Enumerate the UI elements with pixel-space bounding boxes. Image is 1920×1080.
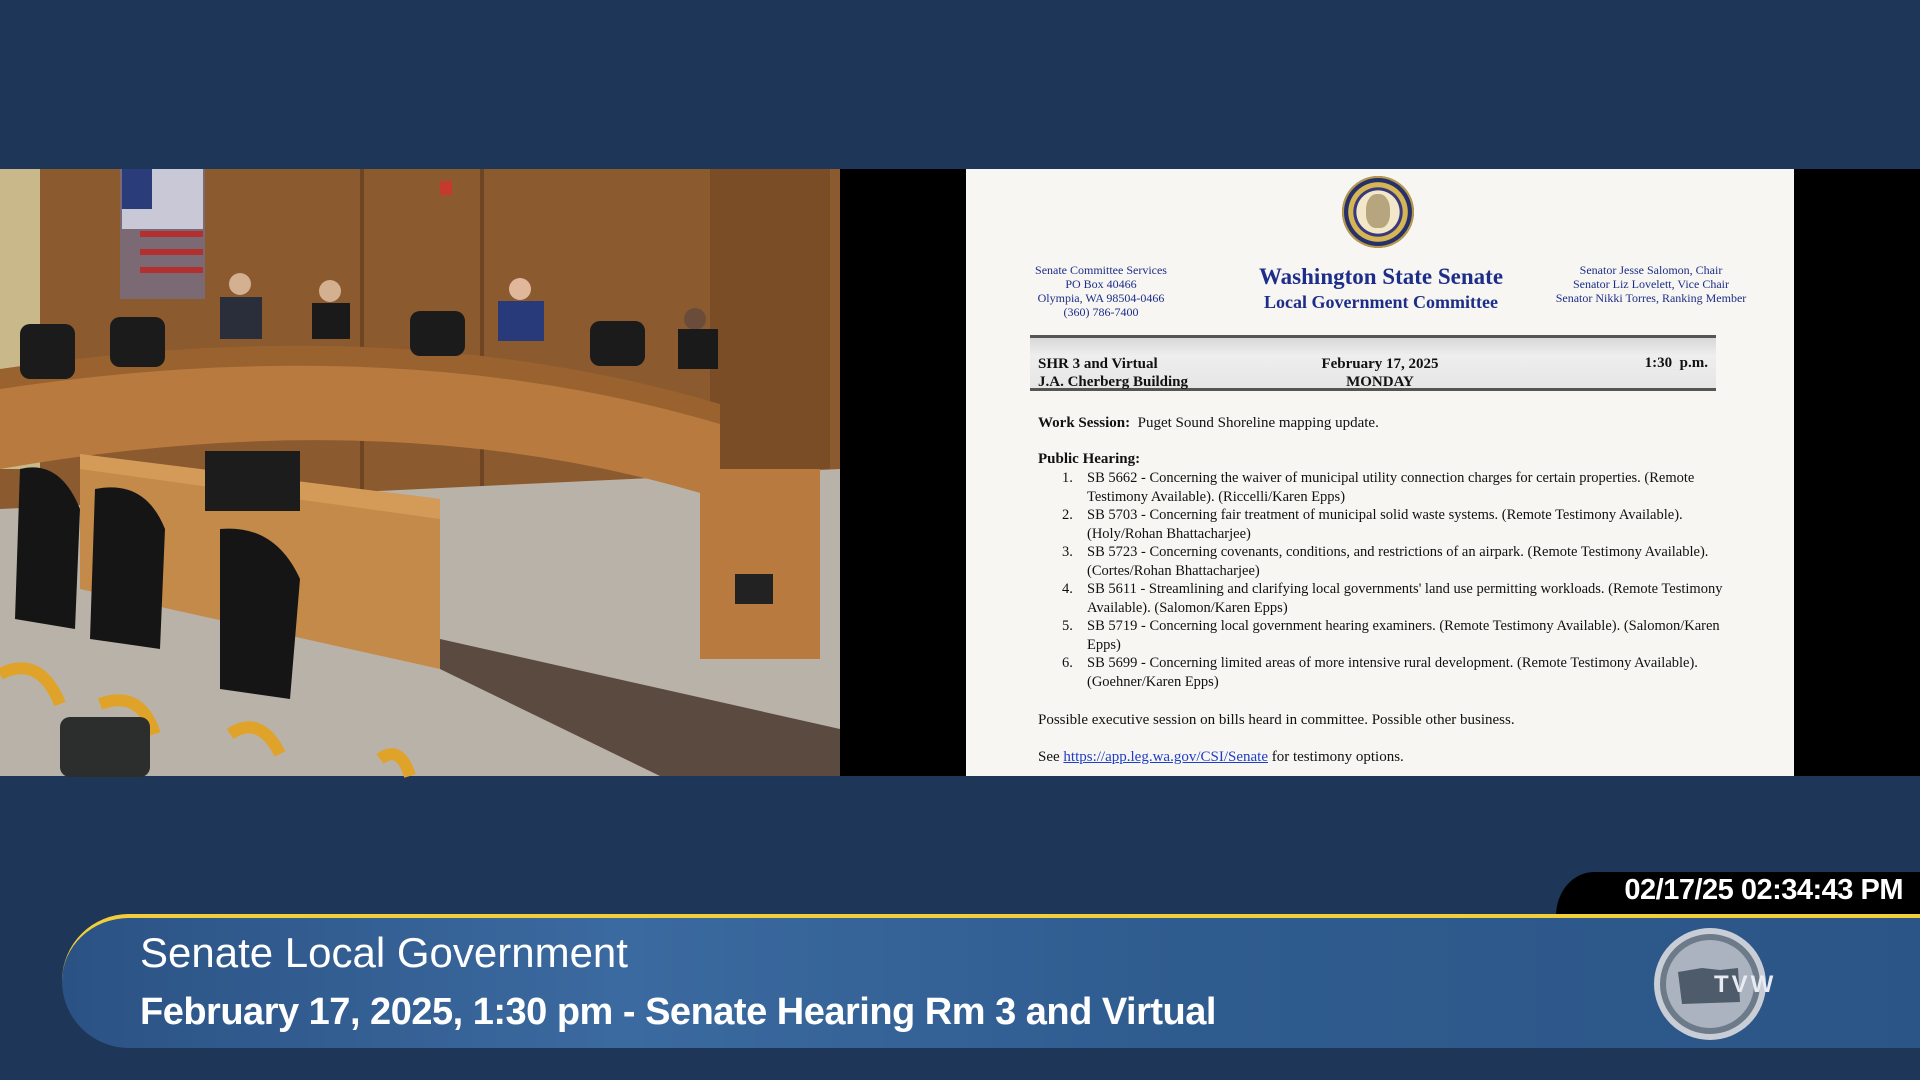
see-prefix: See <box>1038 749 1064 765</box>
bill-number: 3. <box>1062 544 1073 560</box>
camera-feed <box>0 169 840 776</box>
meeting-date <box>1280 355 1480 391</box>
bill-number: 4. <box>1062 581 1073 597</box>
location-line: J.A. Cherberg Building <box>1038 374 1189 390</box>
executive-note: Possible executive session on bills heard in committee. Possible other business. <box>1038 712 1515 728</box>
senate-title: Washington State Senate <box>1258 264 1504 289</box>
day-line: MONDAY <box>1346 374 1414 390</box>
contact-line: Olympia, WA 98504-0466 <box>1037 291 1165 305</box>
contact-block <box>1026 263 1176 319</box>
hearing-room-scene <box>0 169 840 776</box>
contact-line: PO Box 40466 <box>1065 277 1137 291</box>
see-suffix: for testimony options. <box>1267 749 1404 765</box>
bill-text: SB 5611 - Streamlining and clarifying local governments' land use permitting workloads. (Remote Testimony Available). (Salomon/Karen Epps) <box>1087 581 1723 616</box>
public-hearing-label: Public Hearing: <box>1038 451 1141 467</box>
bill-text: SB 5699 - Concerning limited areas of more intensive rural development. (Remote Testimony Available). (Goehner/Karen Epps) <box>1087 655 1698 690</box>
contact-line: Senate Committee Services <box>1035 263 1167 277</box>
bill-number: 2. <box>1062 507 1073 523</box>
bill-list <box>1038 469 1738 691</box>
member-line: Senator Liz Lovelett, Vice Chair <box>1572 277 1729 291</box>
meeting-info-bar <box>1030 335 1716 391</box>
meeting-location <box>1038 355 1188 391</box>
bill-text: SB 5723 - Concerning covenants, conditions, and restrictions of an airpark. (Remote Testimony Available). (Cortes/Rohan Bhattacharjee) <box>1087 544 1709 579</box>
location-line: SHR 3 and Virtual <box>1038 356 1158 372</box>
testimony-note <box>1038 749 1404 766</box>
work-session <box>1038 415 1379 432</box>
list-item <box>1038 654 1738 691</box>
work-session-text: Puget Sound Shoreline mapping update. <box>1137 415 1379 431</box>
testimony-link[interactable]: https://app.leg.wa.gov/CSI/Senate <box>1063 749 1268 765</box>
date-line: February 17, 2025 <box>1321 356 1439 372</box>
members-block <box>1542 263 1760 305</box>
list-item <box>1038 617 1738 654</box>
tvw-logo <box>1650 924 1777 1044</box>
state-seal-logo <box>1342 176 1414 248</box>
committee-title: Local Government Committee <box>1264 292 1498 312</box>
contact-line: (360) 786-7400 <box>1063 305 1139 319</box>
work-session-label: Work Session: <box>1038 415 1131 431</box>
list-item <box>1038 506 1738 543</box>
logo-text: TVW <box>1714 971 1777 998</box>
bill-text: SB 5703 - Concerning fair treatment of municipal solid waste systems. (Remote Testimony Available). (Holy/Rohan Bhattacharjee) <box>1087 507 1683 542</box>
bill-number: 5. <box>1062 618 1073 634</box>
agenda-document <box>966 169 1794 776</box>
bill-text: SB 5662 - Concerning the waiver of municipal utility connection charges for certain properties. (Remote Testimony Available). (Riccelli/Karen Epps) <box>1087 470 1695 505</box>
bill-text: SB 5719 - Concerning local government hearing examiners. (Remote Testimony Available). (Salomon/Karen Epps) <box>1087 618 1720 653</box>
bill-number: 1. <box>1062 470 1073 486</box>
list-item <box>1038 469 1738 506</box>
list-item <box>1038 580 1738 617</box>
video-area <box>0 169 1920 776</box>
agenda-header <box>1236 263 1526 313</box>
program-title: Senate Local Government <box>140 929 628 976</box>
member-line: Senator Jesse Salomon, Chair <box>1579 263 1723 277</box>
member-line: Senator Nikki Torres, Ranking Member <box>1555 291 1747 305</box>
bill-number: 6. <box>1062 655 1073 671</box>
meeting-time: 1:30 p.m. <box>1644 355 1708 371</box>
broadcast-timestamp: 02/17/25 02:34:43 PM <box>1624 874 1903 906</box>
lower-third-banner <box>62 914 1920 1048</box>
program-subtitle: February 17, 2025, 1:30 pm - Senate Hearing Rm 3 and Virtual <box>140 991 1216 1033</box>
list-item <box>1038 543 1738 580</box>
